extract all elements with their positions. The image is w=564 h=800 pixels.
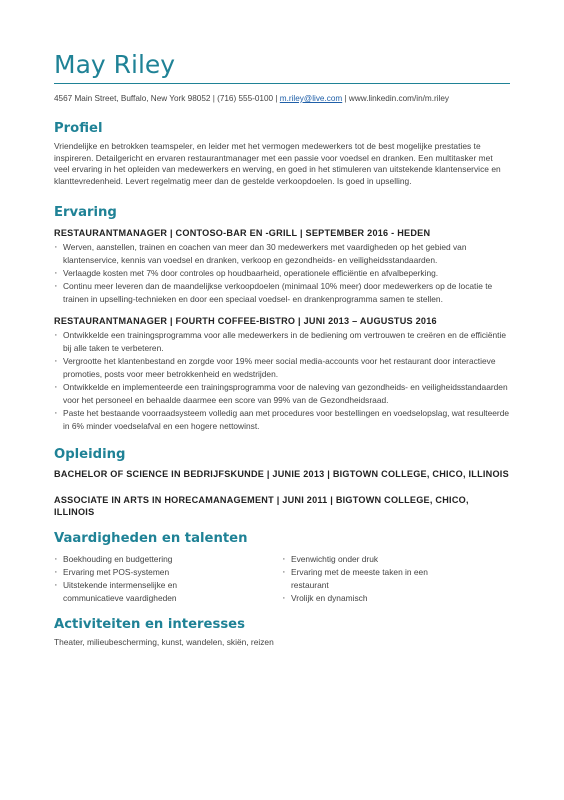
contact-line	[54, 93, 510, 104]
list-item: · Ontwikkelde en implementeerde een trainingsprogramma voor de naleving van gezondheids- en veiligheidsstandaarden voor het personeel en behaalde daarmee een score van 99% van de Gezondheidsraad.	[54, 381, 510, 407]
profile-text: Vriendelijke en betrokken teamspeler, en leider met het vermogen medewerkers tot de best mogelijke prestaties te inspireren. Detailgericht en ervaren restaurantmanager met een passie voor voedsel en dranken. Een multitasker met veel ervaring in het opleiden van medewerkers en werving, en goed in het stimuleren van uitstekende klantenservice en klanttevredenheid. Levert regelmatig meer dan de gestelde verkoopdoelen. Is goed in upselling.	[54, 141, 501, 186]
list-item: · Boekhouding en budgettering	[54, 553, 282, 566]
list-item: · Vrolijk en dynamisch	[282, 592, 510, 605]
list-item: · Uitstekende intermenselijke en communicatieve vaardigheden	[54, 579, 213, 605]
education-item-2: ASSOCIATE IN ARTS IN HORECAMANAGEMENT | JUNI 2011 | BIGTOWN COLLEGE, CHICO, ILLINOIS	[54, 494, 469, 517]
email-link[interactable]: m.riley@live.com	[279, 94, 343, 103]
list-item: · Werven, aanstellen, trainen en coachen van meer dan 30 medewerkers met vaardigheden op het gebied van klantenservice, kennis van voedsel en dranken, verkoop en gezondheids- en veiligheidsstandaarden.	[54, 241, 510, 267]
activities-text: Theater, milieubescherming, kunst, wandelen, skiën, reizen	[54, 637, 274, 648]
section-title-activities: Activiteiten en interesses	[54, 617, 245, 633]
job-heading-2: RESTAURANTMANAGER | FOURTH COFFEE-BISTRO | JUNI 2013 – AUGUSTUS 2016	[54, 316, 437, 326]
section-title-experience: Ervaring	[54, 205, 117, 220]
list-item: · Ervaring met POS-systemen	[54, 566, 282, 579]
list-item: · Evenwichtig onder druk	[282, 553, 510, 566]
list-item: · Ontwikkelde een trainingsprogramma voor alle medewerkers in de bediening om vertrouwen te creëren en de efficiëntie bij alle taken te verbeteren.	[54, 329, 510, 355]
skills-right-column	[282, 552, 510, 606]
list-item: · Paste het bestaande voorraadsysteem volledig aan met procedures voor bestellingen en voedselopslag, wat resulteerde in 6% minder voedselafval en een hogere nettowinst.	[54, 407, 510, 433]
skills-left-column	[54, 552, 282, 606]
job-2-bullets	[54, 329, 510, 433]
job-heading-1: RESTAURANTMANAGER | CONTOSO-BAR EN -GRILL | SEPTEMBER 2016 - HEDEN	[54, 228, 431, 238]
list-item: · Continu meer leveren dan de maandelijkse verkoopdoelen (minimaal 10% meer) door medewerkers op de locatie te trainen in upselling-technieken en door een speciaal voedsel- en drankenprogramma samen te stellen.	[54, 280, 510, 306]
section-title-profile: Profiel	[54, 121, 103, 136]
header-divider	[54, 83, 510, 84]
list-item: · Verlaagde kosten met 7% door controles op houdbaarheid, operationele efficiëntie en afvalbeperking.	[54, 267, 510, 280]
list-item: · Ervaring met de meeste taken in een restaurant	[282, 566, 466, 592]
contact-linkedin: | www.linkedin.com/in/m.riley	[342, 94, 450, 103]
candidate-name: May Riley	[54, 50, 176, 79]
section-title-education: Opleiding	[54, 447, 126, 462]
section-title-skills: Vaardigheden en talenten	[54, 530, 248, 546]
job-1-bullets	[54, 241, 510, 306]
education-item-1: BACHELOR OF SCIENCE IN BEDRIJFSKUNDE | JUNIE 2013 | BIGTOWN COLLEGE, CHICO, ILLINOIS	[54, 469, 509, 479]
contact-address-phone: 4567 Main Street, Buffalo, New York 98052 | (716) 555-0100 |	[54, 94, 280, 103]
skills-columns	[54, 552, 510, 606]
list-item: · Vergrootte het klantenbestand en zorgde voor 19% meer social media-accounts voor het restaurant door interactieve promoties, posts voor meer betrokkenheid en wedstrijden.	[54, 355, 510, 381]
